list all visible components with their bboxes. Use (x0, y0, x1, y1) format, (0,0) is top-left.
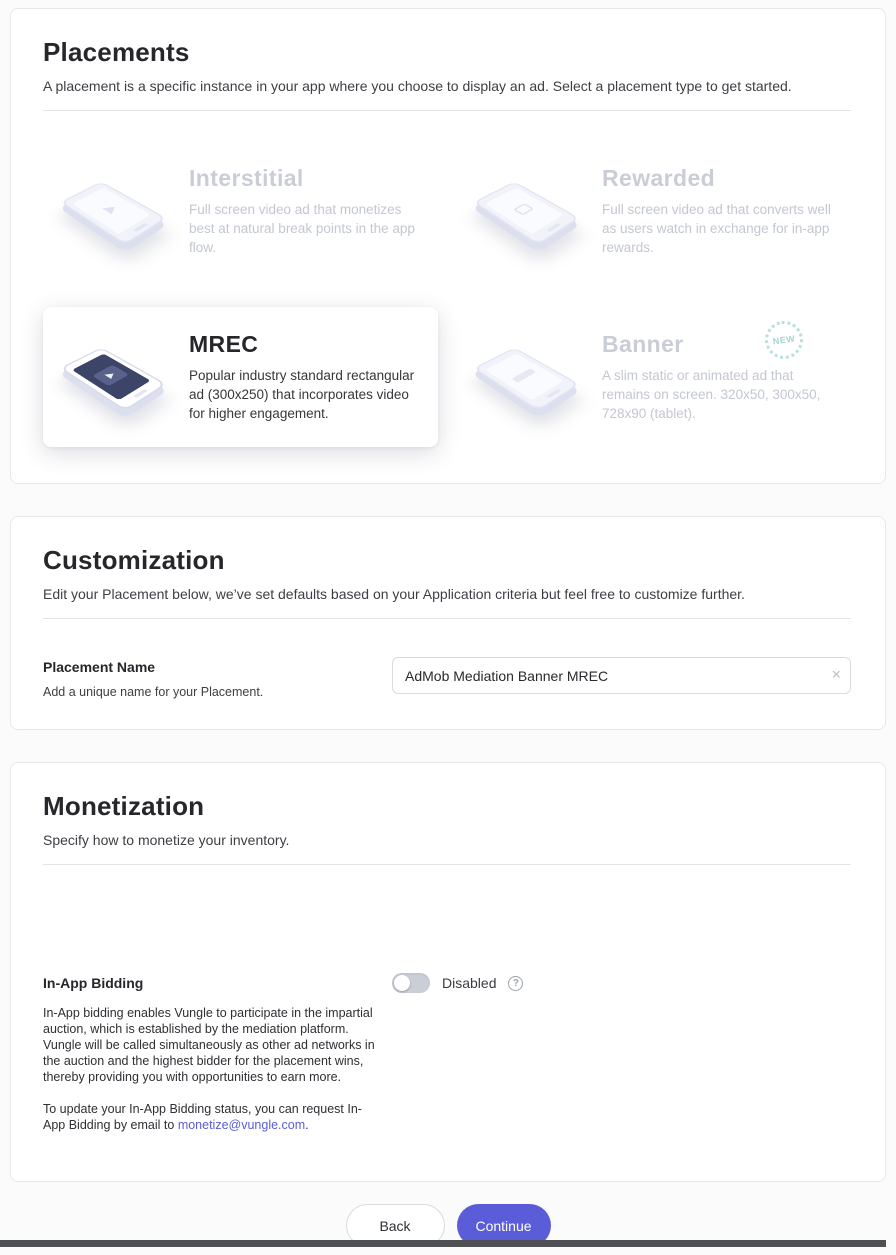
placement-name-label: Placement Name (43, 659, 156, 675)
in-app-bidding-toggle[interactable] (392, 973, 430, 993)
placements-title: Placements (43, 37, 190, 67)
placement-type-description: Full screen video ad that converts well as users watch in exchange for in-app rewards. (602, 202, 831, 255)
customization-card (10, 516, 886, 730)
placement-type-grid (43, 141, 851, 453)
in-app-bidding-status: Disabled (442, 975, 497, 991)
placement-type-description: Popular industry standard rectangular ad (300x250) that incorporates video for higher engagement. (189, 368, 415, 421)
placement-type-description: A slim static or animated ad that remains on screen. 320x50, 300x50, 728x90 (tablet). (602, 368, 821, 421)
monetize-email-link[interactable]: monetize@vungle.com (177, 1118, 306, 1132)
placements-card (10, 8, 886, 484)
clear-input-icon[interactable]: × (831, 666, 841, 684)
placement-type-title: Interstitial (189, 165, 304, 191)
continue-button[interactable]: Continue (457, 1204, 551, 1247)
divider (43, 618, 851, 619)
placement-type-interstitial[interactable] (43, 141, 438, 281)
customization-subtitle: Edit your Placement below, we’ve set defaults based on your Application criteria but feel free to customize further. (43, 586, 745, 602)
divider (43, 864, 851, 865)
customization-title: Customization (43, 545, 225, 575)
placement-type-banner[interactable] (456, 307, 851, 447)
placement-type-rewarded[interactable] (456, 141, 851, 281)
placement-name-input[interactable] (392, 657, 851, 694)
toggle-knob (394, 975, 410, 991)
divider (43, 110, 851, 111)
note-prefix: To update your In-App Bidding status, you can request In-App Bidding by email to (43, 1102, 362, 1132)
mrec-phone-icon (57, 325, 169, 429)
in-app-bidding-row (43, 973, 851, 1133)
placement-type-description: Full screen video ad that monetizes best at natural break points in the app flow. (189, 202, 415, 255)
rewarded-phone-icon (470, 159, 582, 263)
placement-type-title: MREC (189, 331, 259, 357)
placements-subtitle: A placement is a specific instance in your app where you choose to display an ad. Select a placement type to get started. (43, 78, 792, 94)
monetization-title: Monetization (43, 791, 205, 821)
note-suffix: . (305, 1118, 309, 1132)
bottom-strip (0, 1240, 886, 1247)
interstitial-phone-icon (57, 159, 169, 263)
placement-name-row (43, 657, 851, 699)
monetization-card (10, 762, 886, 1182)
in-app-bidding-note (43, 1101, 383, 1133)
placement-type-mrec[interactable] (43, 307, 438, 447)
placement-name-helper: Add a unique name for your Placement. (43, 685, 264, 699)
monetization-subtitle: Specify how to monetize your inventory. (43, 832, 290, 848)
new-badge: NEW (763, 319, 806, 362)
placement-type-title: Rewarded (602, 165, 716, 191)
banner-phone-icon (470, 325, 582, 429)
in-app-bidding-description: In-App bidding enables Vungle to participate in the impartial auction, which is established by the mediation platform. Vungle will be called simultaneously as other ad networks in the auction and the highest bidder for the placement wins, thereby providing you with opportunities to earn more. (43, 1006, 375, 1084)
help-icon[interactable]: ? (508, 976, 523, 991)
back-button[interactable]: Back (346, 1204, 445, 1247)
in-app-bidding-label: In-App Bidding (43, 975, 144, 991)
placement-type-title: Banner (602, 331, 684, 357)
